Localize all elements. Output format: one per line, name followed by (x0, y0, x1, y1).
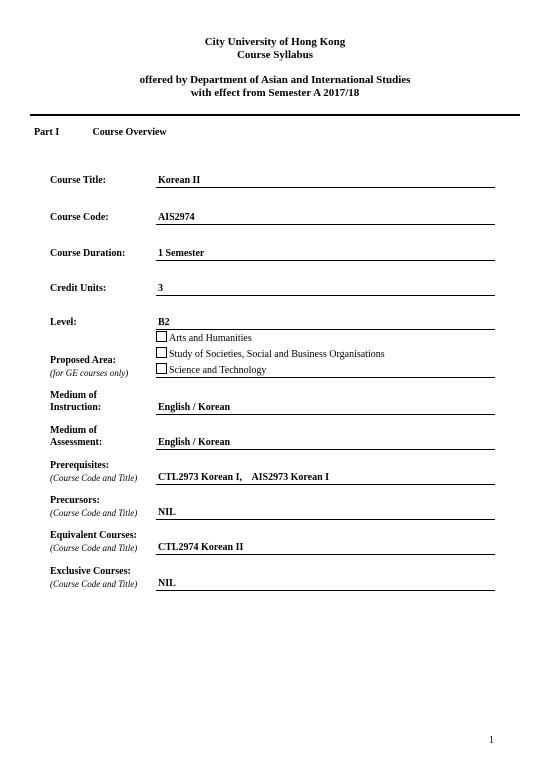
prerequisites-note: (Course Code and Title) (50, 473, 138, 483)
part-number: Part I (34, 127, 60, 138)
precursors-label (50, 495, 156, 519)
exclusive-courses-title: Exclusive Courses: (50, 566, 131, 577)
area-option-arts[interactable] (156, 331, 495, 345)
proposed-area-label (50, 355, 156, 379)
course-duration-label: Course Duration: (50, 248, 126, 259)
proposed-area-title: Proposed Area: (50, 355, 117, 366)
course-title-value: Korean II (156, 175, 495, 188)
document-header (0, 36, 550, 100)
course-code-label: Course Code: (50, 212, 109, 223)
area-option-label: Science and Technology (169, 365, 267, 376)
exclusive-courses-note: (Course Code and Title) (50, 579, 138, 589)
equivalent-courses-title: Equivalent Courses: (50, 530, 137, 541)
proposed-area-note: (for GE courses only) (50, 368, 129, 378)
part-heading (34, 127, 167, 138)
level-label: Level: (50, 317, 77, 328)
area-option-societies[interactable] (156, 347, 495, 361)
equivalent-courses-value: CTL2974 Korean II (156, 542, 495, 555)
prerequisites-title: Prerequisites: (50, 460, 110, 471)
prerequisites-value: CTL2973 Korean I, AIS2973 Korean I (156, 472, 495, 485)
area-option-label: Arts and Humanities (169, 333, 252, 344)
equivalent-courses-note: (Course Code and Title) (50, 543, 138, 553)
effective-semester: with effect from Semester A 2017/18 (190, 87, 360, 99)
course-duration-value: 1 Semester (156, 248, 495, 261)
course-code-value: AIS2974 (156, 212, 495, 225)
course-title-label: Course Title: (50, 175, 107, 186)
checkbox-icon[interactable] (156, 331, 167, 342)
precursors-title: Precursors: (50, 495, 100, 506)
medium-instruction-value: English / Korean (156, 402, 495, 415)
page-number: 1 (489, 735, 494, 746)
medium-assessment-label: Medium of Assessment: (50, 425, 103, 448)
medium-assessment-value: English / Korean (156, 437, 495, 450)
area-option-science[interactable] (156, 363, 495, 378)
level-value: B2 (156, 317, 495, 330)
header-divider (30, 114, 520, 116)
equivalent-courses-label (50, 530, 156, 554)
credit-units-value: 3 (156, 283, 495, 296)
precursors-note: (Course Code and Title) (50, 508, 138, 518)
part-title: Course Overview (92, 127, 167, 138)
exclusive-courses-label (50, 566, 156, 590)
area-option-label: Study of Societies, Social and Business Organisations (169, 349, 385, 360)
medium-instruction-label: Medium of Instruction: (50, 390, 102, 413)
offering-department: offered by Department of Asian and International Studies (139, 74, 411, 86)
prerequisites-label (50, 460, 156, 484)
document-type: Course Syllabus (236, 49, 314, 61)
credit-units-label: Credit Units: (50, 283, 107, 294)
university-name: City University of Hong Kong (204, 36, 346, 48)
precursors-value: NIL (156, 507, 495, 520)
exclusive-courses-value: NIL (156, 578, 495, 591)
checkbox-icon[interactable] (156, 347, 167, 358)
checkbox-icon[interactable] (156, 363, 167, 374)
